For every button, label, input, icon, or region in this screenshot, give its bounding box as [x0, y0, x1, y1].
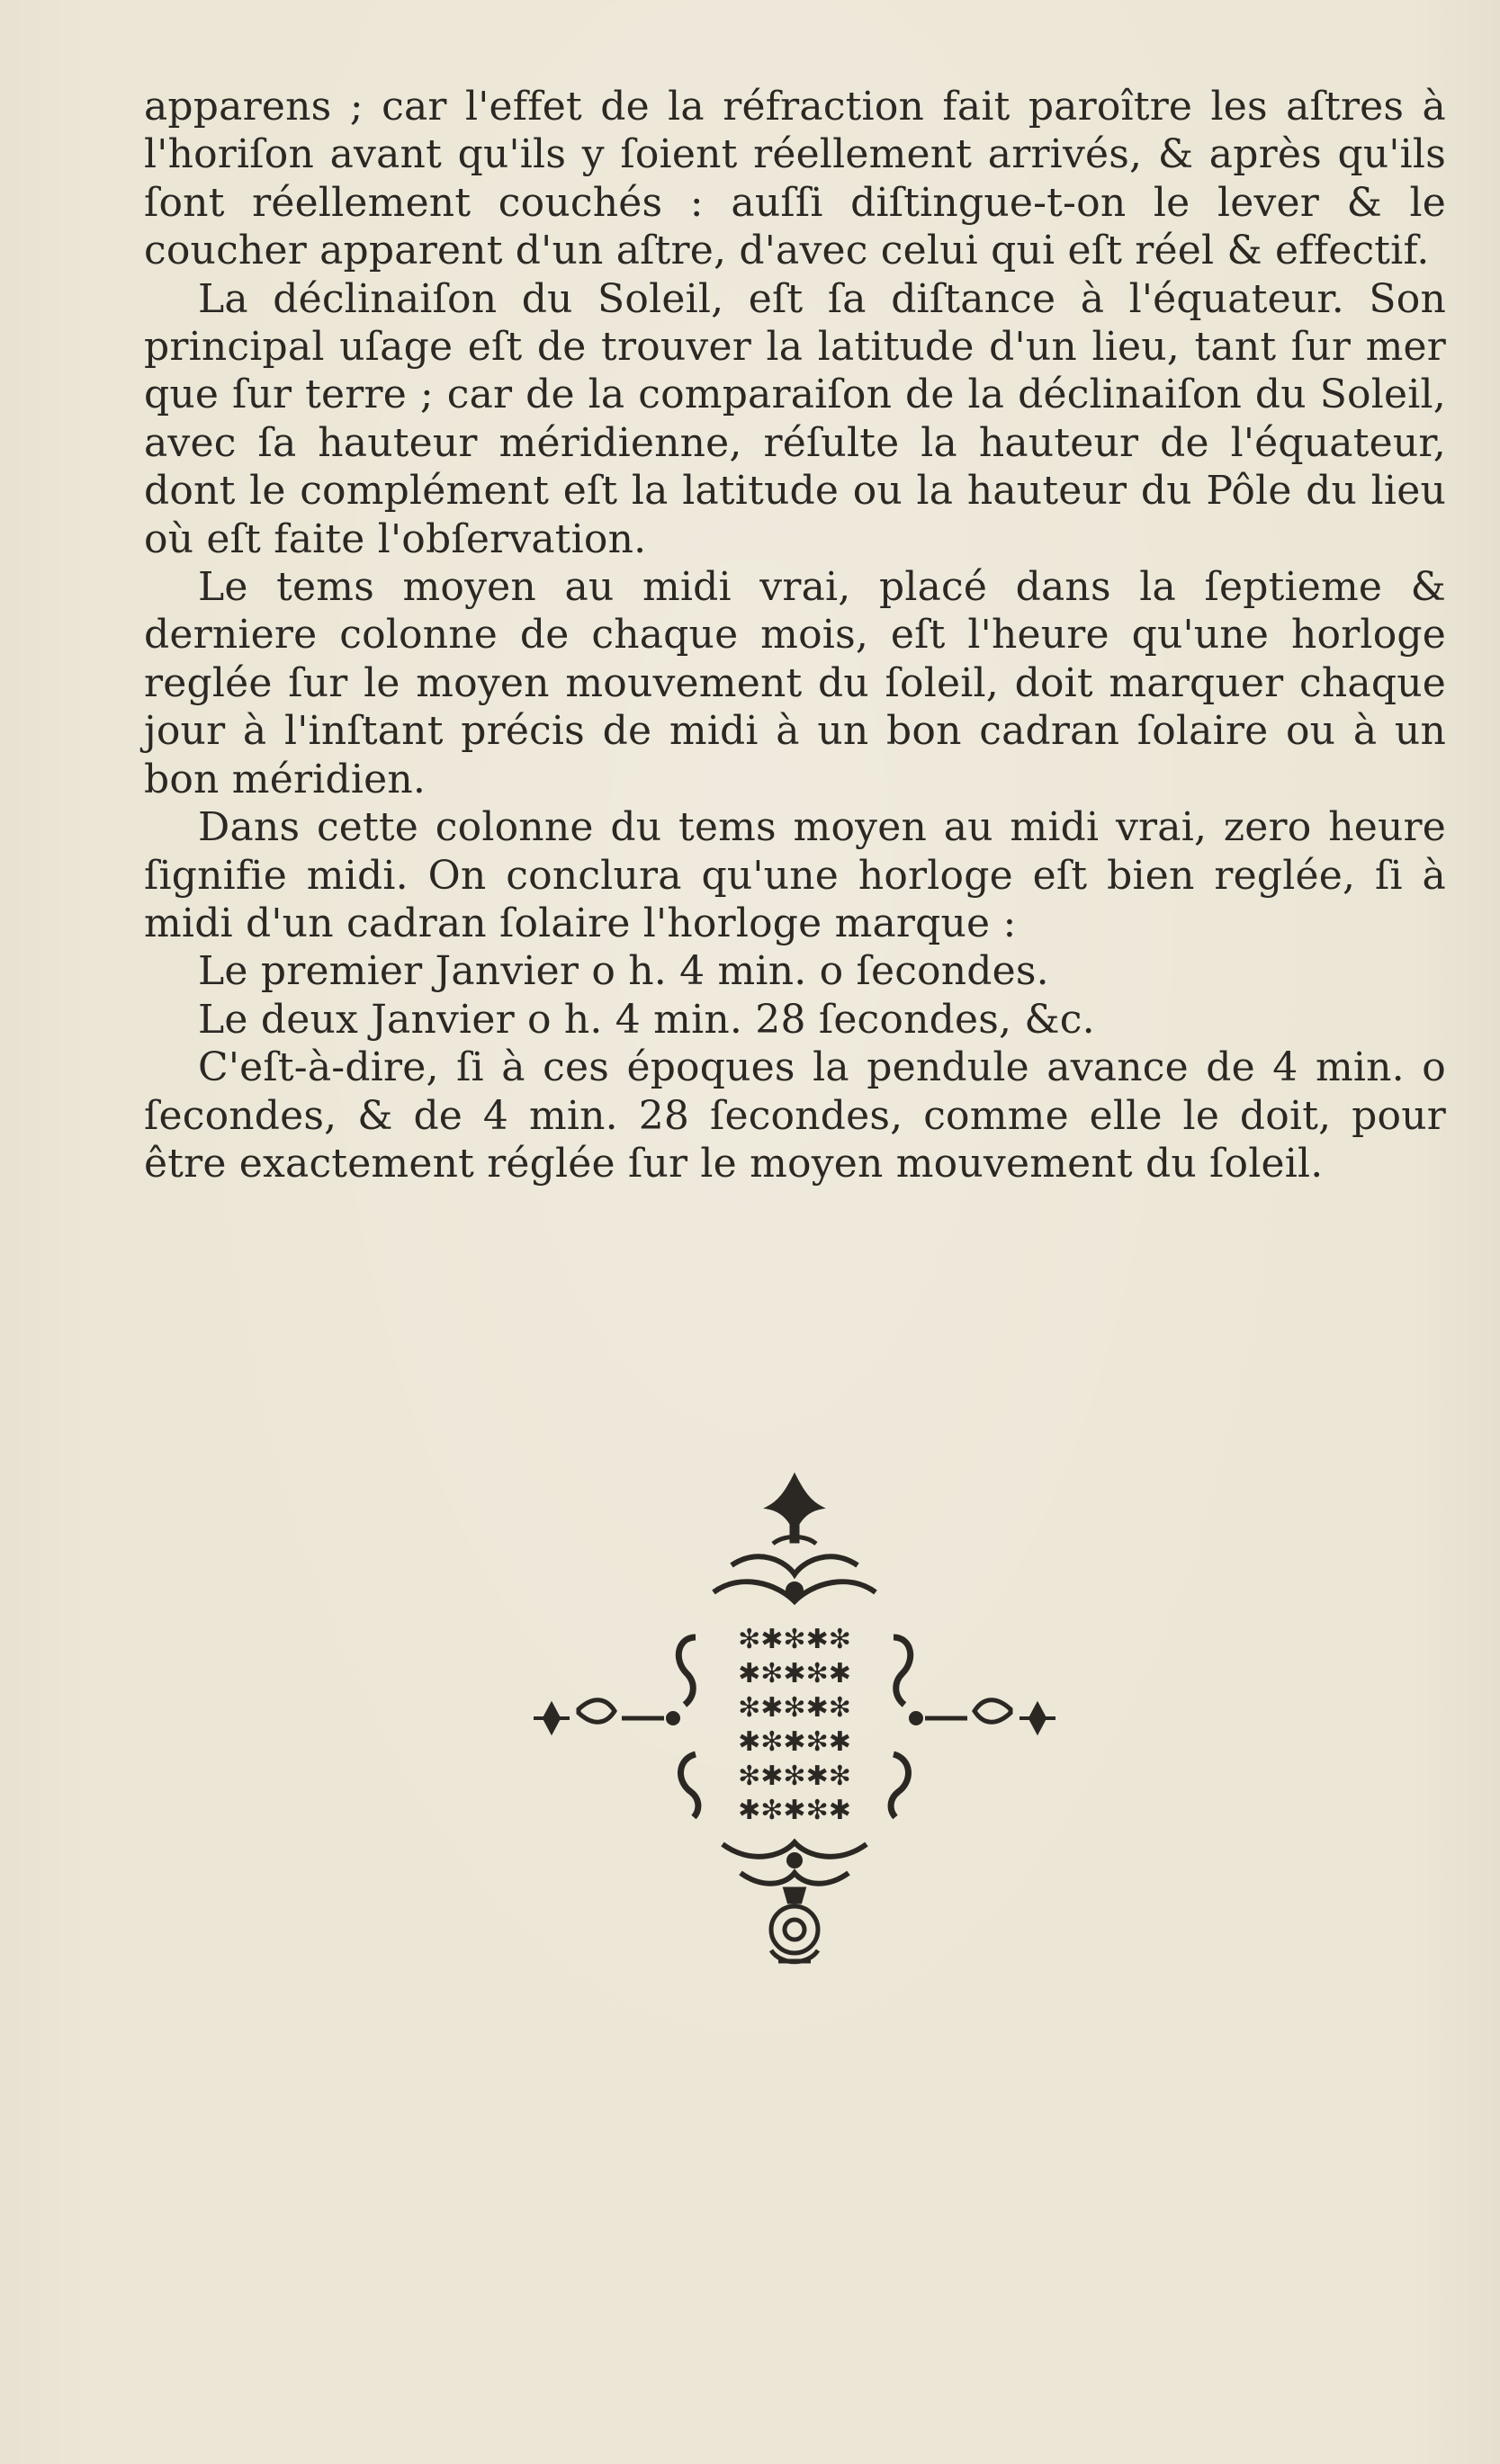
body-text: [144, 83, 1446, 1187]
example-line-second-january: Le deux Janvier o h. 4 min. 28 ſecondes, &c.: [198, 996, 1095, 1043]
paragraph-refraction: apparens ; car l'effet de la réfraction fait paroître les aſtres à l'horiſon avant qu'ils y ſoient réellement arrivés, & après qu'ils ſont réellement couchés : auſſi diſtingue-t-on le lever & le coucher apparent d'un aſtre, d'avec celui qui eſt réel & effectif.: [144, 84, 1446, 274]
left-arm-icon: [534, 1700, 678, 1732]
upper-scroll-icon: [714, 1556, 876, 1601]
svg-text:✻✱✻✱✻: ✻✱✻✱✻: [738, 1624, 851, 1655]
fleur-top-icon: [768, 1475, 822, 1544]
paragraph-mean-time: Le tems moyen au midi vrai, placé dans la ſeptieme & derniere colonne de chaque mois, eſt l'heure qu'une horloge reglée ſur le moyen mouvement du ſoleil, doit marquer chaque jour à l'inſtant précis de midi à un bon cadran ſolaire ou à un bon méridien.: [144, 564, 1446, 802]
svg-text:✱✻✱✻✱: ✱✻✱✻✱: [738, 1726, 851, 1758]
lower-scroll-icon: [723, 1842, 867, 1884]
paragraph-declination: La déclinaiſon du Soleil, eſt ſa diſtance à l'équateur. Son principal uſage eſt de trouver la latitude d'un lieu, tant ſur mer que ſur terre ; car de la comparaiſon de la déclinaiſon du Soleil, avec ſa hauteur méridienne, réſulte la hauteur de l'équateur, dont le complément eſt la latitude ou la hauteur du Pôle du lieu où eſt faite l'obſervation.: [144, 275, 1446, 562]
star-grid-icon: [738, 1624, 851, 1826]
paragraph-zero-hour: Dans cette colonne du tems moyen au midi vrai, zero heure ſignifie midi. On conclura qu'une horloge eſt bien reglée, ſi à midi d'un cadran ſolaire l'horloge marque :: [144, 804, 1446, 946]
right-arm-icon: [911, 1700, 1055, 1732]
paragraph-conclusion: C'eſt-à-dire, ſi à ces époques la pendule avance de 4 min. o ſecondes, & de 4 min. 28 ſecondes, comme elle le doit, pour être exactement réglée ſur le moyen mouvement du ſoleil.: [144, 1044, 1446, 1187]
svg-text:✱✻✱✻✱: ✱✻✱✻✱: [738, 1658, 851, 1689]
bottom-medallion-icon: [771, 1889, 818, 1962]
example-line-first-january: Le premier Janvier o h. 4 min. o ſecondes.: [198, 948, 1049, 995]
svg-text:✱✻✱✻✱: ✱✻✱✻✱: [738, 1795, 851, 1826]
svg-text:✻✱✻✱✻: ✻✱✻✱✻: [738, 1692, 851, 1724]
printers-fleuron-icon: [516, 1457, 1073, 1979]
svg-text:✻✱✻✱✻: ✻✱✻✱✻: [738, 1761, 851, 1792]
